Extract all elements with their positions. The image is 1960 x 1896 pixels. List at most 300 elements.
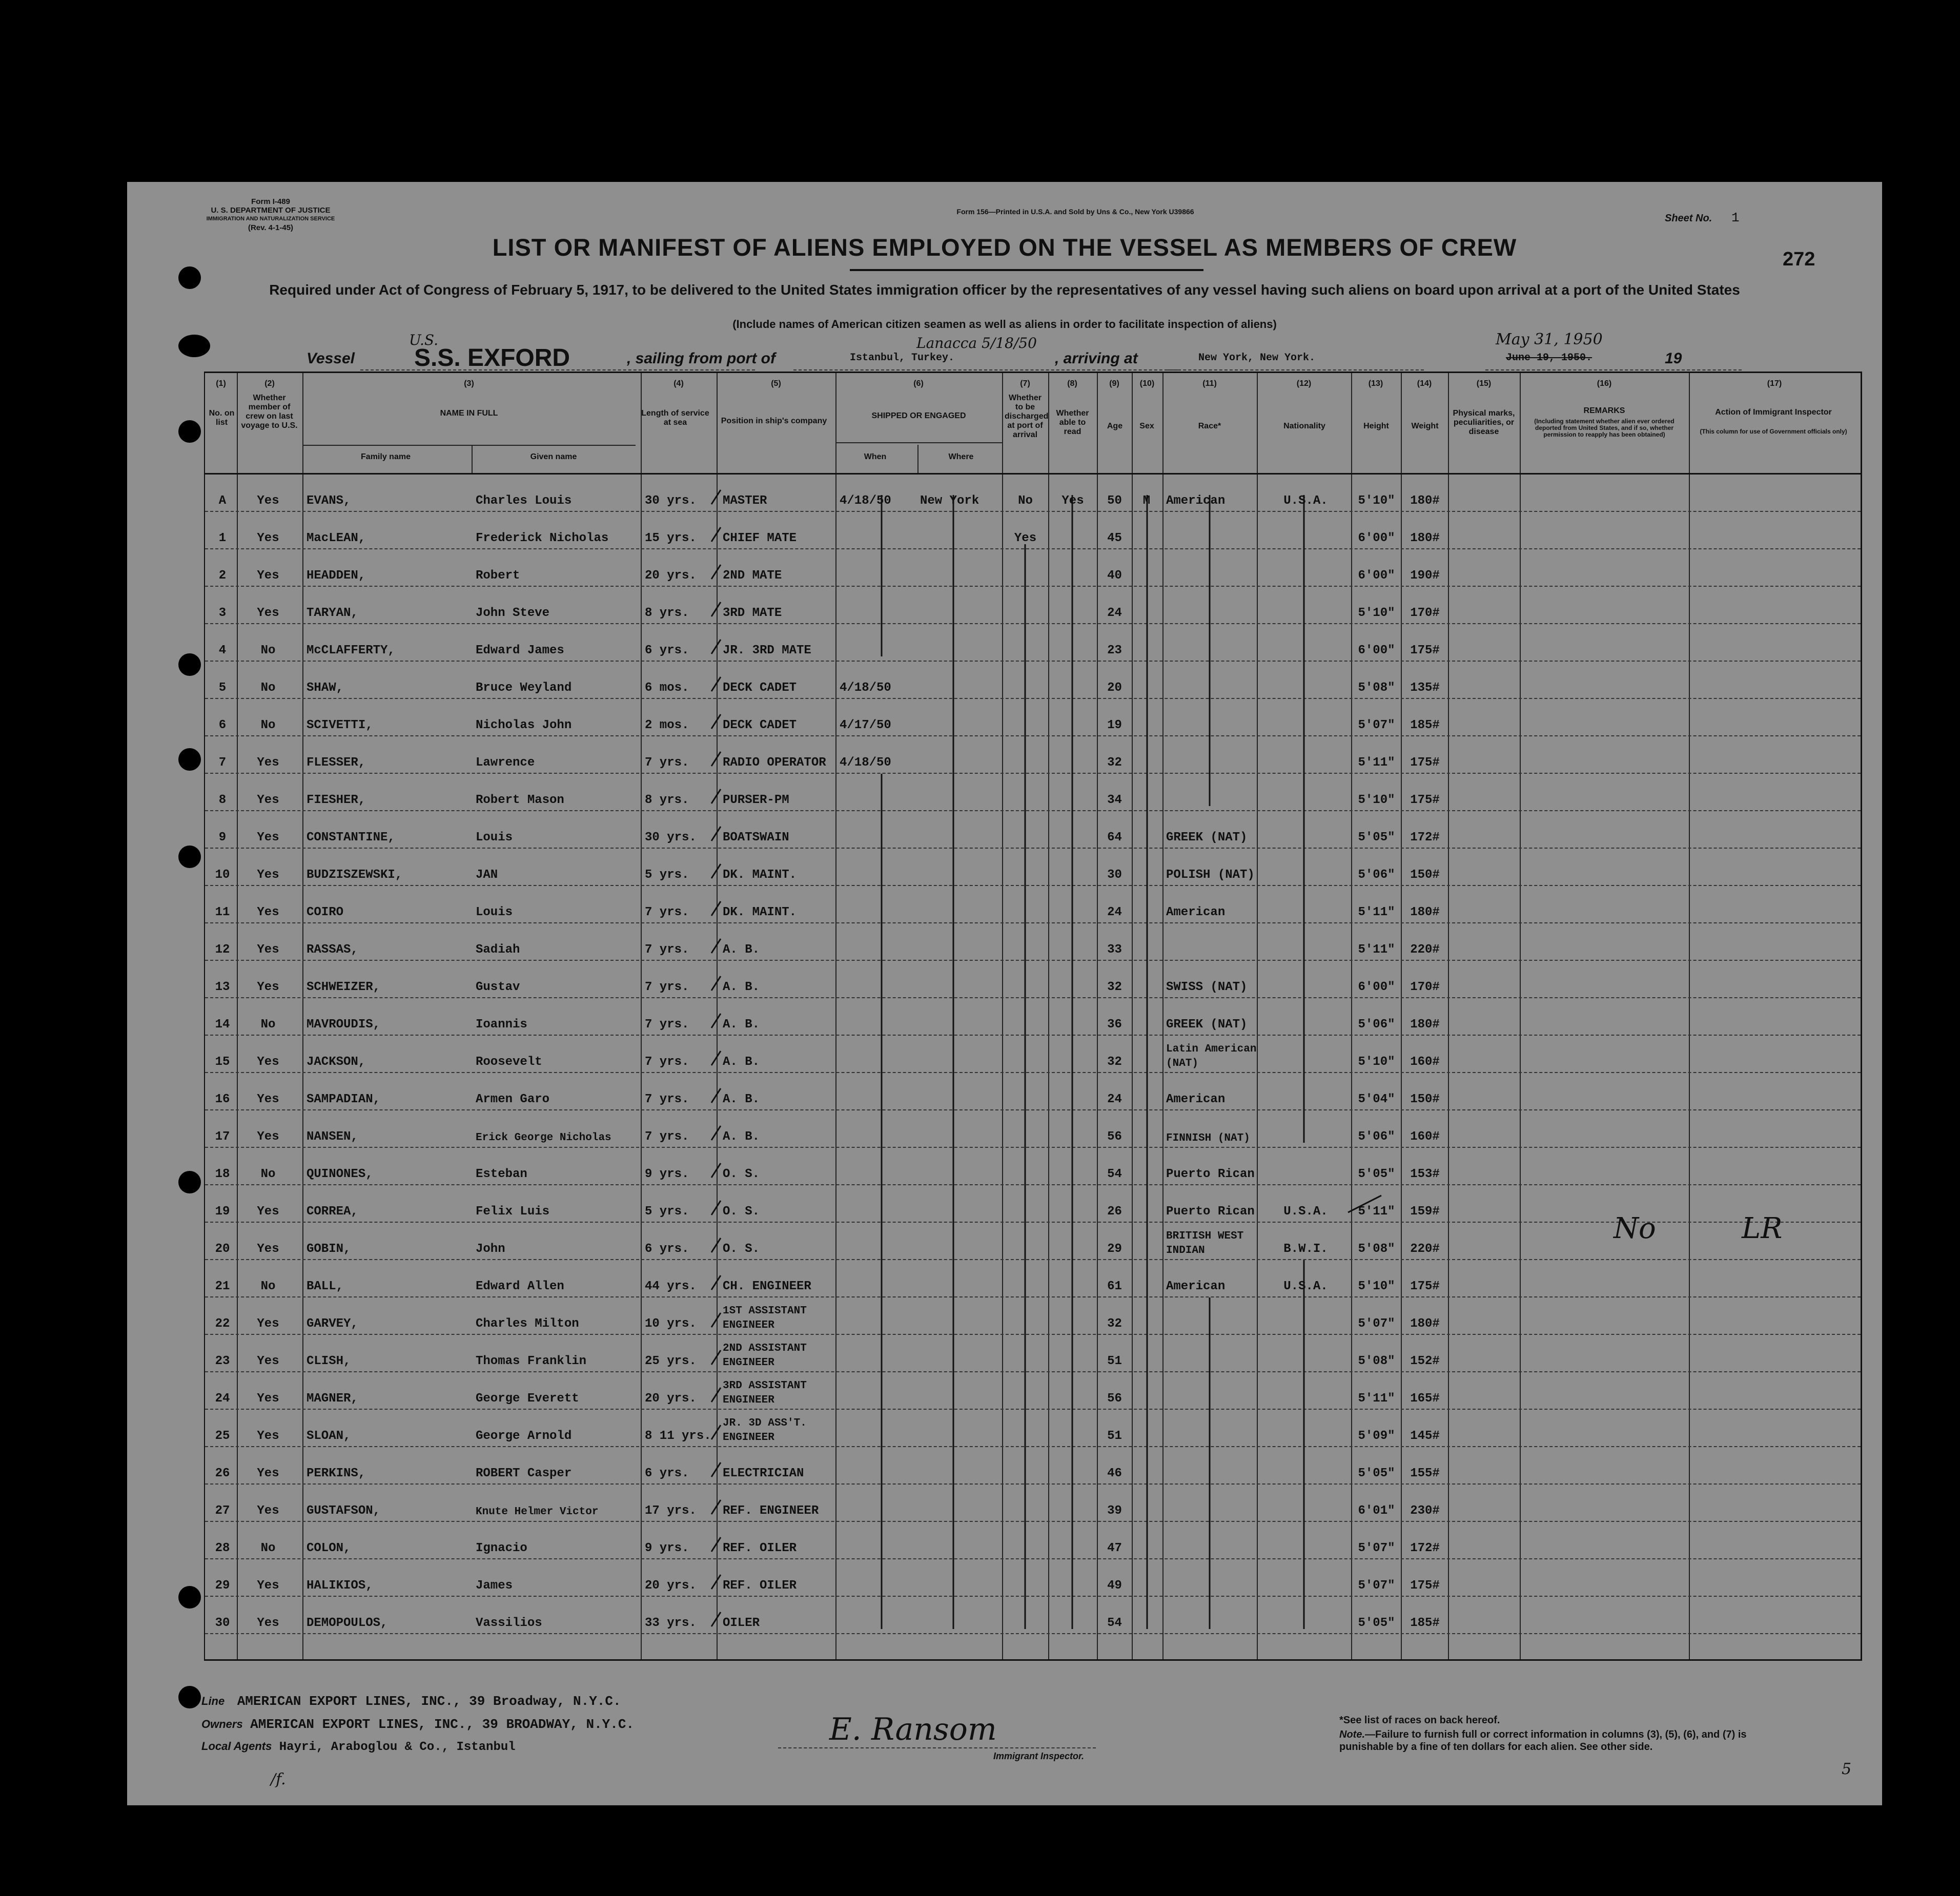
cell-no: 29	[215, 1579, 230, 1593]
cell-race: GREEK (NAT)	[1166, 831, 1248, 844]
column-number: (7)	[1020, 379, 1030, 388]
cell-weight: 159#	[1410, 1205, 1440, 1219]
cell-prev: Yes	[257, 1467, 279, 1480]
cell-family: SCHWEIZER,	[307, 980, 381, 994]
cell-no: 7	[218, 756, 227, 770]
agents-value: Hayri, Araboglou & Co., Istanbul	[279, 1740, 516, 1754]
cell-given: Thomas Franklin	[476, 1354, 587, 1368]
cell-age: 32	[1107, 1055, 1122, 1069]
cell-position: 3RD ASSISTANT ENGINEER	[723, 1380, 807, 1406]
cell-family: QUINONES,	[307, 1167, 373, 1181]
cell-service: 10 yrs.	[645, 1317, 697, 1331]
cell-given: Sadiah	[476, 943, 520, 957]
cell-service: 20 yrs.	[645, 1579, 697, 1593]
punch-hole	[178, 266, 201, 289]
cell-given: Roosevelt	[476, 1055, 542, 1069]
cell-prev: Yes	[257, 1317, 279, 1331]
arriving-underline	[1168, 369, 1424, 370]
service-check-mark	[711, 1537, 721, 1552]
cell-service: 9 yrs.	[645, 1167, 689, 1181]
cell-position: 2ND ASSISTANT ENGINEER	[723, 1343, 807, 1369]
cell-family: HALIKIOS,	[307, 1579, 373, 1593]
vessel-annotation: U.S.	[409, 332, 439, 348]
service-check-mark	[711, 1500, 721, 1514]
cell-given: Charles Milton	[476, 1317, 579, 1331]
cell-weight: 180#	[1410, 494, 1440, 508]
punch-hole	[178, 846, 201, 868]
cell-age: 24	[1107, 606, 1122, 620]
service-check-mark	[711, 901, 721, 916]
cell-family: BALL,	[307, 1280, 344, 1293]
column-number: (16)	[1597, 379, 1612, 388]
cell-service: 9 yrs.	[645, 1541, 689, 1555]
cell-race: BRITISH WEST INDIAN	[1166, 1230, 1244, 1256]
cell-race: American	[1166, 905, 1226, 919]
col-height-head: Height	[1363, 422, 1389, 430]
cell-prev: Yes	[257, 943, 279, 957]
service-check-mark	[711, 1014, 721, 1028]
cell-weight: 170#	[1410, 606, 1440, 620]
cell-service: 17 yrs.	[645, 1504, 697, 1518]
cell-family: COIRO	[307, 905, 344, 919]
cell-family: EVANS,	[307, 494, 351, 508]
cell-age: 24	[1107, 1093, 1122, 1106]
cell-service: 2 mos.	[645, 718, 689, 732]
cell-weight: 180#	[1410, 1018, 1440, 1032]
cell-prev: Yes	[257, 1616, 279, 1630]
punch-hole	[178, 748, 201, 771]
cell-given: Vassilios	[476, 1616, 542, 1630]
cell-age: 32	[1107, 1317, 1122, 1331]
col-race-head: Race*	[1198, 422, 1221, 430]
cell-weight: 230#	[1410, 1504, 1440, 1518]
cell-service: 33 yrs.	[645, 1616, 697, 1630]
sailing-from: Istanbul, Turkey.	[850, 352, 955, 364]
cell-position: BOATSWAIN	[723, 831, 789, 844]
column-number: (1)	[216, 379, 226, 388]
manifest-sheet	[127, 182, 1882, 1805]
cell-height: 5'09"	[1358, 1429, 1395, 1443]
cell-family: FLESSER,	[307, 756, 366, 770]
cell-prev: Yes	[257, 905, 279, 919]
cell-height: 5'10"	[1358, 793, 1395, 807]
cell-service: 7 yrs.	[645, 756, 689, 770]
year-label: 19	[1665, 350, 1682, 367]
cell-position: 1ST ASSISTANT ENGINEER	[723, 1305, 807, 1331]
cell-height: 5'11"	[1358, 943, 1395, 957]
owners-value: AMERICAN EXPORT LINES, INC., 39 BROADWAY, N.Y.C.	[250, 1717, 635, 1732]
arriving-label: , arriving at	[1055, 350, 1138, 367]
cell-no: 23	[215, 1354, 230, 1368]
cell-family: MAVROUDIS,	[307, 1018, 381, 1032]
cell-age: 32	[1107, 980, 1122, 994]
col-weight-head: Weight	[1411, 422, 1439, 430]
cell-weight: 175#	[1410, 756, 1440, 770]
col-position-head: Position in ship's company	[721, 417, 827, 425]
cell-height: 5'10"	[1358, 1055, 1395, 1069]
cell-position: A. B.	[723, 1018, 760, 1032]
cell-service: 7 yrs.	[645, 1130, 689, 1144]
cell-service: 7 yrs.	[645, 1093, 689, 1106]
cell-given: Ignacio	[476, 1541, 527, 1555]
service-check-mark	[711, 827, 721, 841]
cell-family: SHAW,	[307, 681, 344, 695]
cell-given: Edward James	[476, 644, 564, 657]
cell-given: Robert Mason	[476, 793, 564, 807]
cell-weight: 175#	[1410, 1280, 1440, 1293]
cell-position: MASTER	[723, 494, 767, 508]
service-check-mark	[711, 939, 721, 953]
cell-service: 8 11 yrs.	[645, 1429, 711, 1443]
cell-family: SCIVETTI,	[307, 718, 373, 732]
cell-position: PURSER-PM	[723, 793, 789, 807]
cell-age: 56	[1107, 1130, 1122, 1144]
cell-when: 4/18/50	[840, 681, 891, 695]
cell-age: 47	[1107, 1541, 1122, 1555]
cell-prev: Yes	[257, 569, 279, 583]
column-number: (8)	[1067, 379, 1077, 388]
cell-service: 7 yrs.	[645, 905, 689, 919]
cell-height: 5'06"	[1358, 1130, 1395, 1144]
sailing-label: , sailing from port of	[627, 350, 775, 367]
cell-position: A. B.	[723, 1130, 760, 1144]
cell-age: 26	[1107, 1205, 1122, 1219]
cell-race: American	[1166, 494, 1226, 508]
cell-race: POLISH (NAT)	[1166, 868, 1255, 882]
cell-no: 18	[215, 1167, 230, 1181]
cell-race: GREEK (NAT)	[1166, 1018, 1248, 1032]
cell-height: 6'00"	[1358, 644, 1395, 657]
service-check-mark	[711, 1238, 721, 1252]
cell-family: FIESHER,	[307, 793, 366, 807]
cell-service: 15 yrs.	[645, 531, 697, 545]
cell-given: Knute Helmer Victor	[476, 1506, 599, 1518]
vessel-name: S.S. EXFORD	[414, 344, 570, 372]
cell-prev: No	[260, 644, 276, 657]
punch-hole	[178, 653, 201, 676]
service-check-mark	[711, 1425, 721, 1439]
title-underline	[850, 269, 1203, 271]
cell-no: 26	[215, 1467, 230, 1480]
cell-no: 4	[218, 644, 227, 657]
cell-position: 2ND MATE	[723, 569, 782, 583]
cell-no: 16	[215, 1093, 230, 1106]
cell-age: 51	[1107, 1429, 1122, 1443]
col-prev-head: Whether member of crew on last voyage to U.S.	[241, 394, 298, 430]
cell-given: Frederick Nicholas	[476, 531, 609, 545]
cell-no: 5	[218, 681, 227, 695]
cell-no: 20	[215, 1242, 230, 1256]
cell-position: DECK CADET	[723, 681, 797, 695]
cell-family: McCLAFFERTY,	[307, 644, 395, 657]
cell-height: 5'11"	[1358, 1392, 1395, 1406]
cell-family: GUSTAFSON,	[307, 1504, 381, 1518]
cell-given: Ioannis	[476, 1018, 527, 1032]
column-number: (6)	[913, 379, 924, 388]
col-nationality-head: Nationality	[1283, 422, 1325, 430]
cell-given: Esteban	[476, 1167, 527, 1181]
cell-position: O. S.	[723, 1242, 760, 1256]
races-note: *See list of races on back hereof.	[1339, 1715, 1500, 1726]
cell-race: American	[1166, 1093, 1226, 1106]
cell-race: American	[1166, 1280, 1226, 1293]
cell-no: 14	[215, 1018, 230, 1032]
cell-family: DEMOPOULOS,	[307, 1616, 388, 1630]
cell-age: 34	[1107, 793, 1122, 807]
note-text: —Failure to furnish full or correct information in columns (3), (5), (6), and (7) is punishable by a fine of ten dollars for each alien. See other side.	[1339, 1729, 1747, 1753]
sheet-no-label: Sheet No.	[1665, 213, 1712, 224]
cell-prev: No	[260, 1541, 276, 1555]
service-check-mark	[711, 1313, 721, 1327]
sailing-underline	[793, 369, 1178, 370]
cell-position: A. B.	[723, 943, 760, 957]
cell-given: John	[476, 1242, 505, 1256]
column-number: (3)	[464, 379, 474, 388]
cell-position: RADIO OPERATOR	[723, 756, 826, 770]
cell-age: 23	[1107, 644, 1122, 657]
service-check-mark	[711, 1612, 721, 1626]
vessel-underline	[360, 369, 755, 370]
cell-age: 46	[1107, 1467, 1122, 1480]
line-value: AMERICAN EXPORT LINES, INC., 39 Broadway, N.Y.C.	[237, 1694, 621, 1709]
col-discharged-head: Whether to be discharged at port of arrival	[1005, 394, 1049, 439]
cell-family: PERKINS,	[307, 1467, 366, 1480]
cell-family: CONSTANTINE,	[307, 831, 395, 844]
cell-nationality: U.S.A.	[1283, 494, 1328, 508]
cell-service: 20 yrs.	[645, 1392, 697, 1406]
cell-race: SWISS (NAT)	[1166, 980, 1248, 994]
cell-family: GOBIN,	[307, 1242, 351, 1256]
cell-age: 49	[1107, 1579, 1122, 1593]
cell-age: 61	[1107, 1280, 1122, 1293]
cell-height: 5'11"	[1358, 756, 1395, 770]
cell-prev: Yes	[257, 1392, 279, 1406]
cell-prev: Yes	[257, 831, 279, 844]
col-name-head: NAME IN FULL	[440, 409, 498, 418]
column-number: (14)	[1417, 379, 1432, 388]
cell-weight: 155#	[1410, 1467, 1440, 1480]
col-no-head: No. on list	[209, 409, 235, 427]
cell-given: Felix Luis	[476, 1205, 550, 1219]
cell-race: Puerto Rican	[1166, 1167, 1255, 1181]
cell-discharged: No	[1018, 494, 1033, 508]
sheet-no-value: 1	[1731, 210, 1740, 225]
cell-service: 7 yrs.	[645, 943, 689, 957]
cell-age: 40	[1107, 569, 1122, 583]
punch-hole	[178, 1171, 201, 1193]
cell-service: 30 yrs.	[645, 494, 697, 508]
cell-weight: 180#	[1410, 905, 1440, 919]
cell-family: JACKSON,	[307, 1055, 366, 1069]
correction-mark	[1348, 1196, 1381, 1212]
cell-prev: Yes	[257, 1055, 279, 1069]
cell-given: Louis	[476, 831, 513, 844]
cell-weight: 175#	[1410, 1579, 1440, 1593]
service-check-mark	[711, 976, 721, 991]
cell-no: 22	[215, 1317, 230, 1331]
column-number: (17)	[1767, 379, 1782, 388]
col-shipped-head: SHIPPED OR ENGAGED	[871, 411, 966, 420]
cell-prev: No	[260, 1018, 276, 1032]
cell-service: 6 mos.	[645, 681, 689, 695]
cell-family: RASSAS,	[307, 943, 358, 957]
column-number: (9)	[1109, 379, 1119, 388]
cell-race: Latin American (NAT)	[1166, 1043, 1257, 1069]
cell-family: CLISH,	[307, 1354, 351, 1368]
cell-prev: Yes	[257, 793, 279, 807]
cell-prev: Yes	[257, 606, 279, 620]
arriving-at: New York, New York.	[1198, 352, 1316, 364]
col-action-note: (This column for use of Government officials only)	[1700, 428, 1847, 435]
cell-family: MAGNER,	[307, 1392, 358, 1406]
cell-prev: No	[260, 681, 276, 695]
cell-family: COLON,	[307, 1541, 351, 1555]
cell-height: 5'11"	[1358, 1205, 1395, 1219]
cell-no: 13	[215, 980, 230, 994]
cell-service: 6 yrs.	[645, 1467, 689, 1480]
cell-height: 5'05"	[1358, 1467, 1395, 1480]
check-marks	[205, 373, 1861, 1659]
cell-given: Charles Louis	[476, 494, 572, 508]
cell-height: 5'08"	[1358, 1242, 1395, 1256]
cell-service: 6 yrs.	[645, 644, 689, 657]
revision: (Rev. 4-1-45)	[248, 223, 294, 232]
cell-prev: Yes	[257, 531, 279, 545]
cell-weight: 172#	[1410, 831, 1440, 844]
cell-position: O. S.	[723, 1167, 760, 1181]
printer-note: Form 156—Printed in U.S.A. and Sold by Uns & Co., New York U39866	[956, 208, 1194, 216]
cell-age: 20	[1107, 681, 1122, 695]
cell-weight: 175#	[1410, 644, 1440, 657]
cell-position: 3RD MATE	[723, 606, 782, 620]
cell-weight: 153#	[1410, 1167, 1440, 1181]
cell-height: 5'05"	[1358, 1167, 1395, 1181]
cell-prev: No	[260, 1280, 276, 1293]
footer-owners	[201, 1717, 868, 1732]
cell-given: Edward Allen	[476, 1280, 564, 1293]
cell-position: JR. 3RD MATE	[723, 644, 811, 657]
cell-service: 7 yrs.	[645, 1018, 689, 1032]
agents-label: Local Agents	[201, 1740, 272, 1753]
col-remarks-note: (Including statement whether alien ever ordered deported from United States, and if so, whether permission to reapply has been obtained)	[1534, 418, 1675, 438]
column-number: (4)	[673, 379, 684, 388]
cell-given: JAN	[476, 868, 498, 882]
cell-prev: Yes	[257, 1205, 279, 1219]
column-number: (13)	[1368, 379, 1383, 388]
service-check-mark	[711, 864, 721, 878]
cell-given: Erick George Nicholas	[476, 1132, 611, 1144]
service: IMMIGRATION AND NATURALIZATION SERVICE	[206, 216, 335, 222]
col-when-head: When	[864, 452, 887, 461]
cell-no: 10	[215, 868, 230, 882]
cell-age: 64	[1107, 831, 1122, 844]
col-given-head: Given name	[530, 452, 577, 461]
cell-no: 19	[215, 1205, 230, 1219]
cell-age: 32	[1107, 756, 1122, 770]
col-action-head: Action of Immigrant Inspector	[1715, 408, 1832, 417]
cell-service: 8 yrs.	[645, 793, 689, 807]
column-number: (15)	[1476, 379, 1492, 388]
stamp-number: 272	[1783, 249, 1815, 270]
line-label: Line	[201, 1695, 225, 1707]
cell-position: REF. ENGINEER	[723, 1504, 819, 1518]
cell-no: 25	[215, 1429, 230, 1443]
cell-position: DECK CADET	[723, 718, 797, 732]
subtitle: Required under Act of Congress of February 5, 1917, to be delivered to the United States immigration officer by the representatives of any vessel having such aliens on board upon arrival at a port of the United States	[269, 282, 1740, 298]
cell-where: New York	[920, 494, 979, 508]
cell-weight: 170#	[1410, 980, 1440, 994]
cell-prev: Yes	[257, 1429, 279, 1443]
cell-height: 5'05"	[1358, 831, 1395, 844]
cell-height: 5'11"	[1358, 905, 1395, 919]
punch-hole	[178, 1586, 201, 1609]
row-20-action: LR	[1742, 1212, 1783, 1245]
cell-family: NANSEN,	[307, 1130, 358, 1144]
footer-agents	[201, 1740, 868, 1754]
cell-no: 1	[218, 531, 227, 545]
cell-age: 54	[1107, 1167, 1122, 1181]
cell-weight: 175#	[1410, 793, 1440, 807]
service-check-mark	[711, 714, 721, 729]
col-sex-head: Sex	[1139, 422, 1154, 430]
cell-no: A	[218, 494, 227, 508]
cell-position: JR. 3D ASS'T. ENGINEER	[723, 1417, 807, 1444]
vessel-label: Vessel	[307, 350, 355, 367]
cell-service: 6 yrs.	[645, 1242, 689, 1256]
service-check-mark	[711, 1088, 721, 1103]
cell-weight: 220#	[1410, 943, 1440, 957]
cell-height: 5'07"	[1358, 718, 1395, 732]
punch-hole	[178, 1686, 201, 1708]
service-check-mark	[711, 789, 721, 803]
footer-line	[201, 1694, 868, 1709]
cell-service: 44 yrs.	[645, 1280, 697, 1293]
service-check-mark	[711, 1462, 721, 1477]
date-annotation: May 31, 1950	[1496, 331, 1603, 348]
cell-weight: 165#	[1410, 1392, 1440, 1406]
cell-read: Yes	[1061, 494, 1084, 508]
col-where-head: Where	[948, 452, 974, 461]
cell-no: 21	[215, 1280, 230, 1293]
cell-height: 5'04"	[1358, 1093, 1395, 1106]
cell-given: Nicholas John	[476, 718, 572, 732]
cell-service: 8 yrs.	[645, 606, 689, 620]
col-age-head: Age	[1107, 422, 1123, 430]
service-check-mark	[711, 1051, 721, 1065]
cell-no: 11	[215, 905, 230, 919]
cell-weight: 172#	[1410, 1541, 1440, 1555]
cell-no: 27	[215, 1504, 230, 1518]
cell-position: A. B.	[723, 980, 760, 994]
col-service-head: Length of service at sea	[641, 409, 709, 427]
cell-family: SAMPADIAN,	[307, 1093, 381, 1106]
department: U. S. DEPARTMENT OF JUSTICE	[211, 206, 331, 215]
cell-no: 2	[218, 569, 227, 583]
cell-age: 30	[1107, 868, 1122, 882]
corner-mark: 5	[1842, 1760, 1852, 1778]
cell-position: A. B.	[723, 1093, 760, 1106]
cell-age: 54	[1107, 1616, 1122, 1630]
cell-age: 51	[1107, 1354, 1122, 1368]
cell-weight: 145#	[1410, 1429, 1440, 1443]
cell-weight: 180#	[1410, 1317, 1440, 1331]
punch-hole	[178, 420, 201, 443]
cell-prev: Yes	[257, 1093, 279, 1106]
note-label: Note.	[1339, 1729, 1365, 1740]
cell-no: 17	[215, 1130, 230, 1144]
cell-sex: M	[1142, 494, 1151, 508]
cell-family: BUDZISZEWSKI,	[307, 868, 403, 882]
